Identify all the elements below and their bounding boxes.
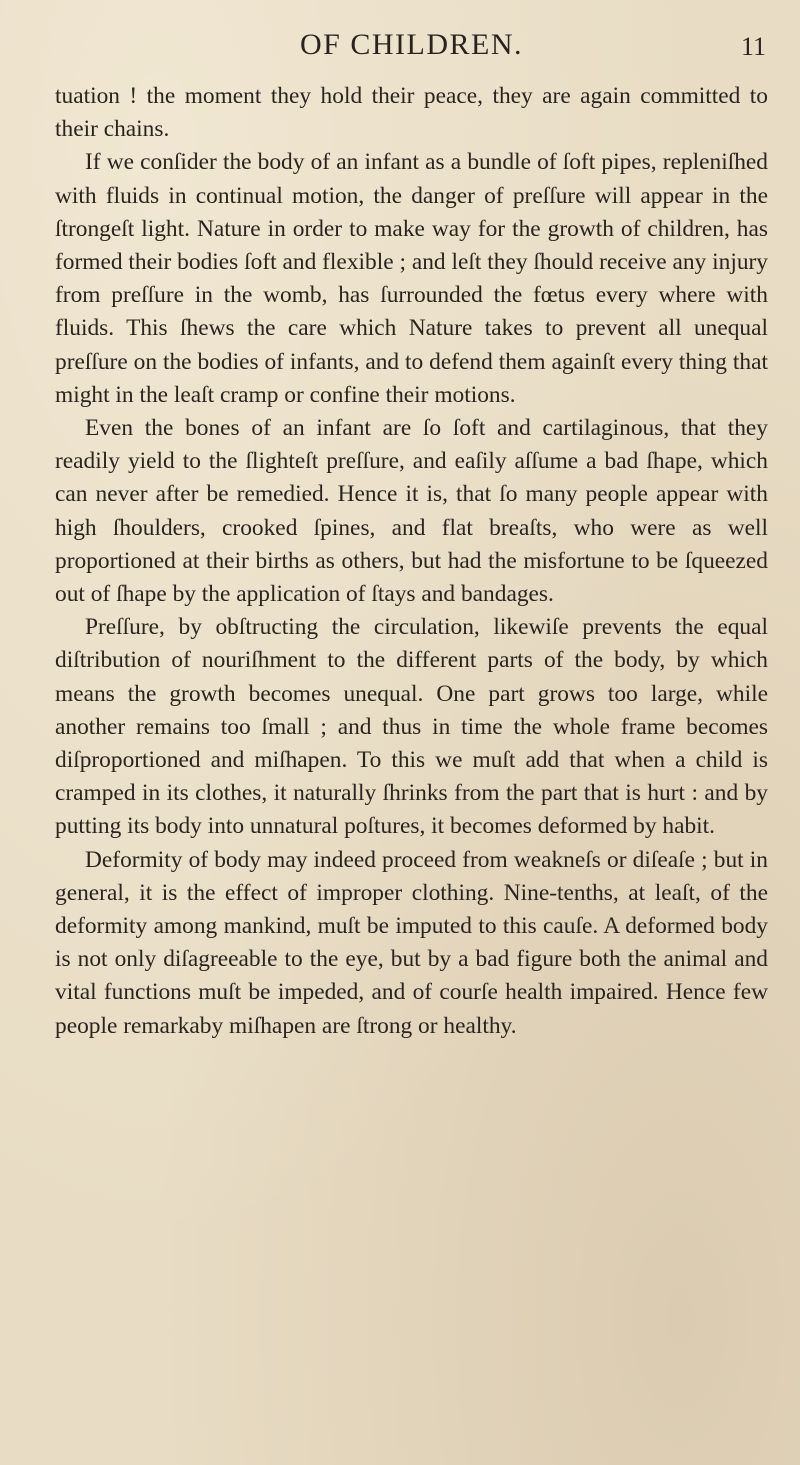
paragraph-bones: Even the bones of an infant are ſo ſoft and cartilaginous, that they readily yield to the ſlighteſt preſſure, and eaſily aſſume a bad ſhape, which can never after be remedied. Hence it is, that ſo many people appear with high ſhoulders, crooked ſpines, and flat breaſts, who were as well proportioned at their births as others, but had the misfortune to be ſqueezed out of ſhape by the application of ſtays and bandages.	[55, 415, 768, 608]
running-head	[55, 28, 768, 66]
running-title: OF CHILDREN.	[299, 28, 523, 61]
paragraph-deformity: Deformity of body may indeed proceed from weakneſs or diſeaſe ; but in general, it is the effect of improper clothing. Nine-tenths, at leaſt, of the deformity among mankind, muſt be imputed to this cauſe. A deformed body is not only diſagreeable to the eye, but by a bad figure both the animal and vital functions muſt be impeded, and of courſe health impaired. Hence few people remarkaby miſhapen are ſtrong or healthy.	[55, 846, 768, 1039]
page-number: 11	[740, 32, 766, 61]
paragraph-pressure: If we conſider the body of an infant as a bundle of ſoft pipes, repleniſhed with fluids in continual motion, the danger of preſſure will appear in the ſtrongeſt light. Nature in order to make way for the growth of children, has formed their bodies ſoft and flexible ; and leſt they ſhould receive any injury from preſſure in the womb, has ſurrounded the fœtus every where with fluids. This ſhews the care which Nature takes to prevent all unequal preſſure on the bodies of infants, and to defend them againſt every thing that might in the leaſt cramp or confine their motions.	[55, 149, 768, 408]
paragraph-continuation: tuation ! the moment they hold their peace, they are again committed to their chains.	[55, 83, 768, 143]
body-text	[55, 80, 768, 1043]
paragraph-circulation: Preſſure, by obſtructing the circulation, likewiſe prevents the equal diſtribution of nouriſhment to the different parts of the body, by which means the growth becomes unequal. One part grows too large, while another remains too ſmall ; and thus in time the whole frame becomes diſproportioned and miſhapen. To this we muſt add that when a child is cramped in its clothes, it naturally ſhrinks from the part that is hurt : and by putting its body into unnatural poſtures, it becomes deformed by habit.	[55, 614, 768, 840]
